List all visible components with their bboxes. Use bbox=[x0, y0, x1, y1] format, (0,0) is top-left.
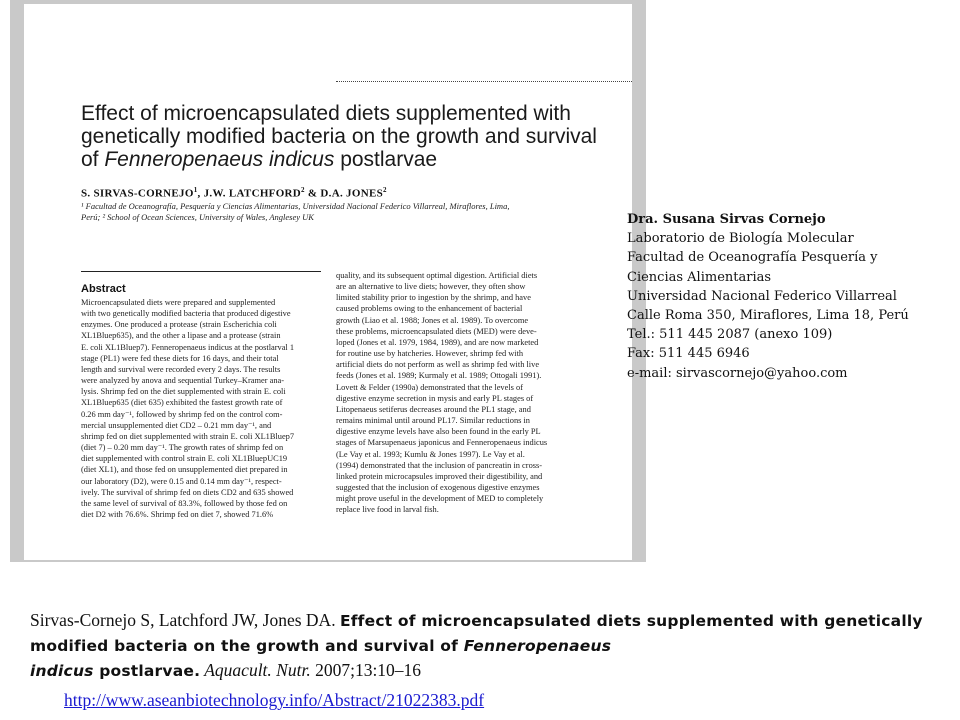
abstract-pdf-link[interactable]: http://www.aseanbiotechnology.info/Abstract/21022383.pdf bbox=[64, 690, 485, 710]
body-line: digestive enzyme levels have also been found in the early PL bbox=[336, 427, 541, 437]
citation-details: 2007;13:10–16 bbox=[310, 660, 422, 680]
citation-title-text: Effect of microencapsulated diets supplemented with genetically modified bacteria on the growth and survival of bbox=[30, 612, 923, 655]
abstract-line: E. coli XL1Bluep7). Fenneropenaeus indicus at the postlarval 1 bbox=[81, 342, 295, 352]
paper-affiliations bbox=[81, 201, 621, 222]
abstract-rule bbox=[81, 271, 321, 272]
author-3-affil: 2 bbox=[383, 186, 387, 194]
header-dotted-rule bbox=[336, 81, 632, 82]
affiliation-line: Perú; ² School of Ocean Sciences, University of Wales, Anglesey UK bbox=[81, 211, 314, 222]
body-line: digestive enzyme secretion in mysis and early PL stages of bbox=[336, 393, 534, 403]
paper-page bbox=[24, 4, 632, 560]
abstract-line: length and survival were recorded every 2 days. The results bbox=[81, 364, 281, 374]
abstract-line: diet supplemented with control strain E. coli XL1BluepUC19 bbox=[81, 454, 288, 464]
paper-authors bbox=[81, 186, 387, 200]
body-line: might prove useful in the development of MED to completely bbox=[336, 494, 544, 504]
body-line: for routine use by hatcheries. However, shrimp fed with bbox=[336, 349, 524, 359]
contact-line: Facultad de Oceanografía Pesquería y bbox=[627, 250, 878, 266]
abstract-line: ively. The survival of shrimp fed on diets CD2 and 635 showed bbox=[81, 487, 294, 497]
contact-email: e-mail: sirvascornejo@yahoo.com bbox=[627, 365, 848, 381]
body-line: artificial diets do not perform as well as shrimp fed with live bbox=[336, 360, 540, 370]
abstract-line: with two genetically modified bacteria that produced digestive bbox=[81, 309, 291, 319]
body-column-right bbox=[336, 270, 604, 515]
author-3: & D.A. JONES bbox=[304, 187, 384, 200]
author-2: , J.W. LATCHFORD bbox=[197, 187, 302, 200]
contact-line: Laboratorio de Biología Molecular bbox=[627, 231, 854, 247]
abstract-line: (diet XL1), and those fed on unsupplemented diet prepared in bbox=[81, 465, 288, 475]
contact-phone: Tel.: 511 445 2087 (anexo 109) bbox=[627, 327, 833, 343]
body-line: are an alternative to live diets; however, they often show bbox=[336, 282, 526, 292]
contact-line: Calle Roma 350, Miraflores, Lima 18, Perú bbox=[627, 308, 909, 324]
abstract-column-left bbox=[81, 297, 322, 520]
paper-title bbox=[81, 102, 601, 171]
body-line: loped (Jones et al. 1979, 1984, 1989), and are now marketed bbox=[336, 337, 539, 347]
author-2-affil: 2 bbox=[301, 186, 305, 194]
contact-line: Universidad Nacional Federico Villarreal bbox=[627, 288, 897, 304]
paper-title-line3-prefix: of bbox=[81, 148, 105, 171]
abstract-line: shrimp fed on diet supplemented with strain E. coli XL1Bluep7 bbox=[81, 431, 295, 441]
affiliation-line: ¹ Facultad de Oceanografía, Pesquería y Ciencias Alimentarias, Universidad Nacional Federico Villarreal, Miraflores, Lima, bbox=[81, 201, 510, 211]
abstract-line: the same level of survival of 83.3%, followed by those fed on bbox=[81, 498, 288, 508]
citation bbox=[30, 608, 930, 683]
contact-name: Dra. Susana Sirvas Cornejo bbox=[627, 212, 826, 227]
author-1-affil: 1 bbox=[193, 186, 198, 194]
paper-title-line1: Effect of microencapsulated diets supplemented with bbox=[81, 102, 571, 125]
body-line: stages of Marsupenaeus japonicus and Fenneropenaeus indicus bbox=[336, 438, 548, 448]
abstract-line: lysis. Shrimp fed on the diet supplemented with strain E. coli bbox=[81, 387, 286, 397]
abstract-line: (diet 7) – 0.20 mm day⁻¹. The growth rates of shrimp fed on bbox=[81, 443, 284, 453]
body-line: (Le Vay et al. 1993; Kumlu & Jones 1997). Le Vay et al. bbox=[336, 449, 525, 459]
body-line: suggested that the inclusion of exogenous digestive enzymes bbox=[336, 482, 540, 492]
abstract-line: XL1Bluep635), and the other a lipase and a protease (strain bbox=[81, 331, 281, 341]
body-line: linked protein microcapsules improved their digestibility, and bbox=[336, 471, 543, 481]
abstract-line: diet D2 with 76.6%. Shrimp fed on diet 7, showed 71.6% bbox=[81, 509, 274, 519]
body-line: limited stability prior to ingestion by the shrimp, and have bbox=[336, 293, 531, 303]
body-line: feeds (Jones et al. 1989; Kurmaly et al. 1989; Ottogali 1991). bbox=[336, 371, 542, 381]
paper-title-line3-suffix: postlarvae bbox=[334, 148, 438, 171]
author-1: S. SIRVAS-CORNEJO bbox=[81, 187, 194, 200]
citation-title-end: postlarvae. bbox=[93, 662, 201, 680]
citation-species-genus: Fenneropenaeus bbox=[463, 637, 612, 655]
contact-block bbox=[627, 210, 909, 383]
body-line: remains minimal until around PL17. Similar reductions in bbox=[336, 416, 530, 426]
abstract-line: our laboratory (D2), were 0.15 and 0.14 mm day⁻¹, respect- bbox=[81, 476, 282, 486]
abstract-line: were analyzed by anova and sequential Turkey–Kramer ana- bbox=[81, 376, 285, 386]
body-line: Litopenaeus setiferus decreases around the PL1 stage, and bbox=[336, 404, 531, 414]
abstract-heading: Abstract bbox=[81, 283, 126, 295]
abstract-line: enzymes. One produced a protease (strain Escherichia coli bbox=[81, 320, 277, 330]
abstract-line: Microencapsulated diets were prepared and supplemented bbox=[81, 298, 276, 307]
citation-authors: Sirvas-Cornejo S, Latchford JW, Jones DA. bbox=[30, 610, 340, 630]
body-line: (1994) demonstrated that the inclusion of pancreatin in cross- bbox=[336, 460, 543, 470]
body-line: growth (Liao et al. 1988; Jones et al. 1989). To overcome bbox=[336, 315, 529, 325]
body-line: these problems, microencapsulated diets (MED) were deve- bbox=[336, 326, 537, 336]
citation-journal: Aquacult. Nutr. bbox=[200, 660, 311, 680]
paper-title-line2: genetically modified bacteria on the growth and survival bbox=[81, 125, 597, 148]
abstract-line: 0.26 mm day⁻¹, followed by shrimp fed on the control com- bbox=[81, 409, 283, 419]
body-line: replace live food in larval fish. bbox=[336, 505, 439, 515]
body-line: Lovett & Felder (1990a) demonstrated that the levels of bbox=[336, 382, 523, 392]
abstract-line: mercial unsupplemented diet CD2 – 0.21 mm day⁻¹, and bbox=[81, 420, 272, 430]
body-line: caused problems owing to the enhancement of bacterial bbox=[336, 304, 523, 314]
paper-scan bbox=[10, 0, 646, 562]
abstract-line: XL1Bluep635 (diet 635) exhibited the fastest growth rate of bbox=[81, 398, 283, 408]
contact-line: Ciencias Alimentarias bbox=[627, 269, 772, 285]
paper-title-species: Fenneropenaeus indicus bbox=[104, 148, 335, 171]
body-line: quality, and its subsequent optimal digestion. Artificial diets bbox=[336, 271, 538, 280]
citation-species-epithet: indicus bbox=[30, 662, 94, 680]
abstract-line: stage (PL1) were fed these diets for 16 days, and their total bbox=[81, 353, 279, 363]
contact-fax: Fax: 511 445 6946 bbox=[627, 346, 750, 362]
